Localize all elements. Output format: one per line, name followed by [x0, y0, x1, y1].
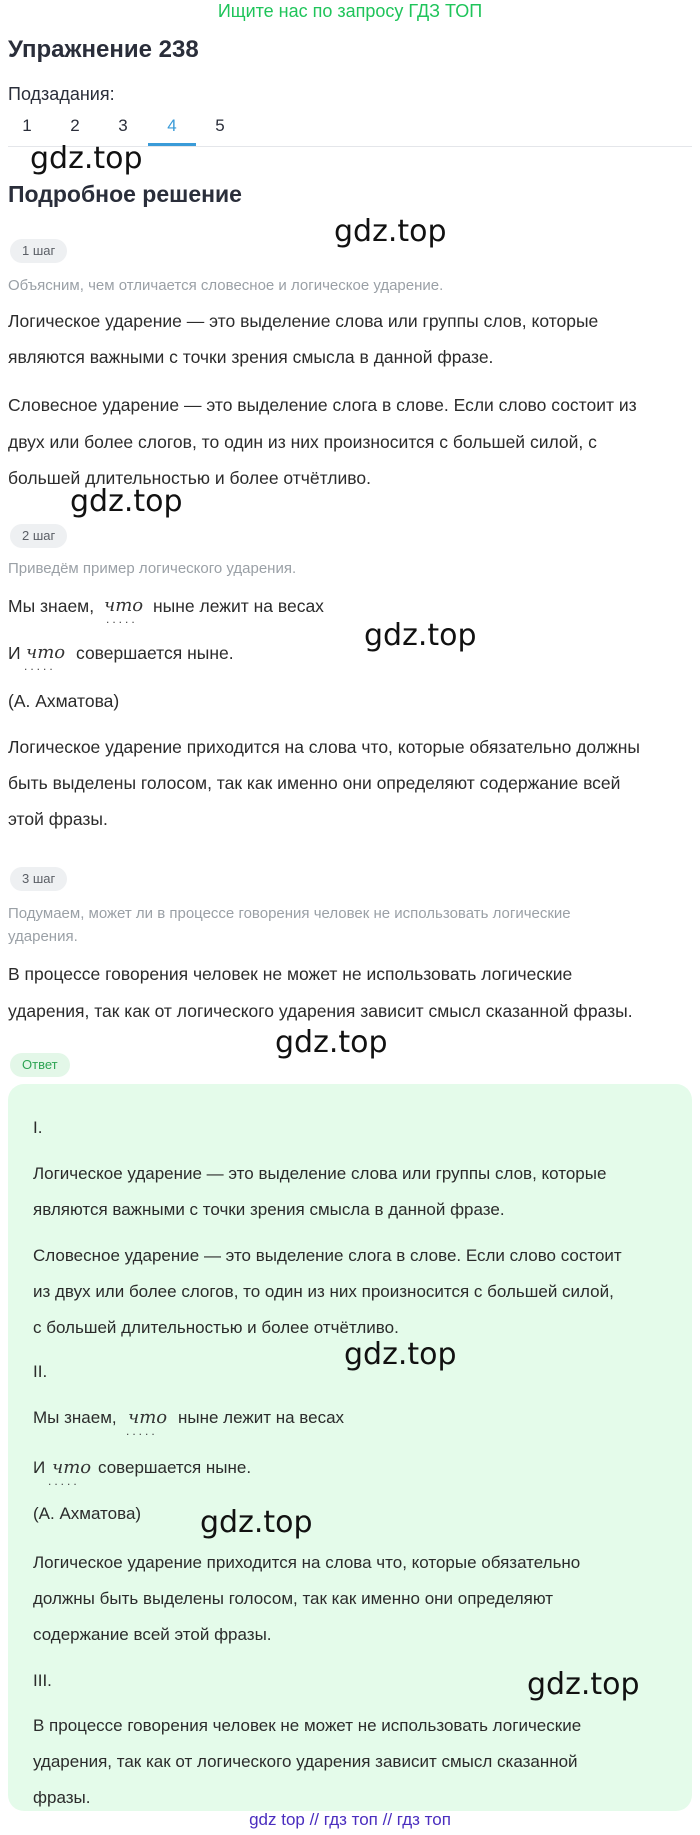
- watermark: gdz.top: [275, 1025, 388, 1060]
- tab-5[interactable]: 5: [215, 116, 225, 135]
- poem-text: совершается ныне.: [76, 643, 234, 663]
- watermark: gdz.top: [364, 618, 477, 653]
- stress-dots: .....: [106, 612, 138, 626]
- poem-text: совершается ныне.: [98, 1458, 252, 1477]
- answer-badge: Ответ: [10, 1053, 70, 1077]
- paragraph-line: Логическое ударение приходится на слова что, которые обязательно должны: [8, 737, 640, 757]
- answer-line: содержание всей этой фразы.: [33, 1625, 272, 1644]
- watermark: gdz.top: [30, 141, 143, 176]
- tab-2[interactable]: 2: [70, 116, 80, 135]
- answer-line: ударения, так как от логического ударения зависит смысл сказанной: [33, 1752, 578, 1771]
- subtasks-label: Подзадания:: [8, 84, 115, 104]
- step-badge: 3 шаг: [10, 867, 67, 891]
- poem-text: Мы знаем,: [33, 1408, 117, 1427]
- paragraph-line: В процессе говорения человек не может не использовать логические: [8, 964, 573, 984]
- tab-3[interactable]: 3: [118, 116, 128, 135]
- paragraph-line: Логическое ударение — это выделение слова или группы слов, которые: [8, 311, 599, 331]
- stress-dots: .....: [24, 659, 56, 673]
- poem-text: ныне лежит на весах: [178, 1408, 345, 1427]
- paragraph-line: этой фразы.: [8, 809, 108, 829]
- roman-numeral: III.: [33, 1671, 52, 1690]
- step-badge: 1 шаг: [10, 239, 67, 263]
- search-banner[interactable]: Ищите нас по запросу ГДЗ ТОП: [217, 1, 483, 21]
- step-hint: ударения.: [8, 928, 78, 945]
- step-hint: Приведём пример логического ударения.: [8, 560, 297, 577]
- poem-author: (А. Ахматова): [8, 691, 120, 711]
- poem-text: ныне лежит на весах: [153, 596, 324, 616]
- answer-line: В процессе говорения человек не может не использовать логические: [33, 1716, 582, 1735]
- stress-dots: .....: [48, 1474, 80, 1488]
- stressed-word: что: [52, 1457, 92, 1478]
- stressed-word: что: [26, 642, 66, 663]
- answer-line: фразы.: [33, 1788, 91, 1807]
- stressed-word: что: [128, 1407, 168, 1428]
- poem-author: (А. Ахматова): [33, 1504, 142, 1523]
- step-badge: 2 шаг: [10, 524, 67, 548]
- paragraph-line: большей длительностью и более отчётливо.: [8, 468, 371, 488]
- poem-text: И: [33, 1458, 46, 1477]
- stressed-word: что: [104, 595, 144, 616]
- answer-line: Словесное ударение — это выделение слога в слове. Если слово состоит: [33, 1246, 622, 1265]
- tab-4[interactable]: 4: [148, 112, 196, 146]
- answer-line: Логическое ударение приходится на слова что, которые обязательно: [33, 1553, 581, 1572]
- answer-line: с большей длительностью и более отчётливо.: [33, 1318, 399, 1337]
- step-hint: Объясним, чем отличается словесное и логическое ударение.: [8, 277, 444, 294]
- solution-heading: Подробное решение: [8, 181, 242, 207]
- paragraph-line: быть выделены голосом, так как именно они определяют содержание всей: [8, 773, 621, 793]
- watermark: gdz.top: [70, 484, 183, 519]
- poem-text: Мы знаем,: [8, 596, 95, 616]
- poem-text: И: [8, 643, 21, 663]
- answer-line: должны быть выделены голосом, так как именно они определяют: [33, 1589, 554, 1608]
- paragraph-line: Словесное ударение — это выделение слога в слове. Если слово состоит из: [8, 395, 637, 415]
- tab-1[interactable]: 1: [22, 116, 32, 135]
- watermark: gdz.top: [527, 1667, 640, 1702]
- roman-numeral: I.: [33, 1118, 43, 1137]
- answer-line: являются важными с точки зрения смысла в данной фразе.: [33, 1200, 505, 1219]
- page-title: Упражнение 238: [8, 36, 199, 63]
- footer-links[interactable]: gdz top // гдз топ // гдз топ: [249, 1810, 451, 1829]
- answer-line: Логическое ударение — это выделение слова или группы слов, которые: [33, 1164, 607, 1183]
- watermark: gdz.top: [200, 1505, 313, 1540]
- paragraph-line: двух или более слогов, то один из них произносится с большей силой, с: [8, 432, 597, 452]
- paragraph-line: ударения, так как от логического ударения зависит смысл сказанной фразы.: [8, 1001, 633, 1021]
- paragraph-line: являются важными с точки зрения смысла в данной фразе.: [8, 347, 494, 367]
- answer-line: из двух или более слогов, то один из них произносится с большей силой,: [33, 1282, 614, 1301]
- watermark: gdz.top: [344, 1337, 457, 1372]
- step-hint: Подумаем, может ли в процессе говорения человек не использовать логические: [8, 905, 571, 922]
- stress-dots: .....: [126, 1424, 158, 1438]
- roman-numeral: II.: [33, 1362, 48, 1381]
- watermark: gdz.top: [334, 214, 447, 249]
